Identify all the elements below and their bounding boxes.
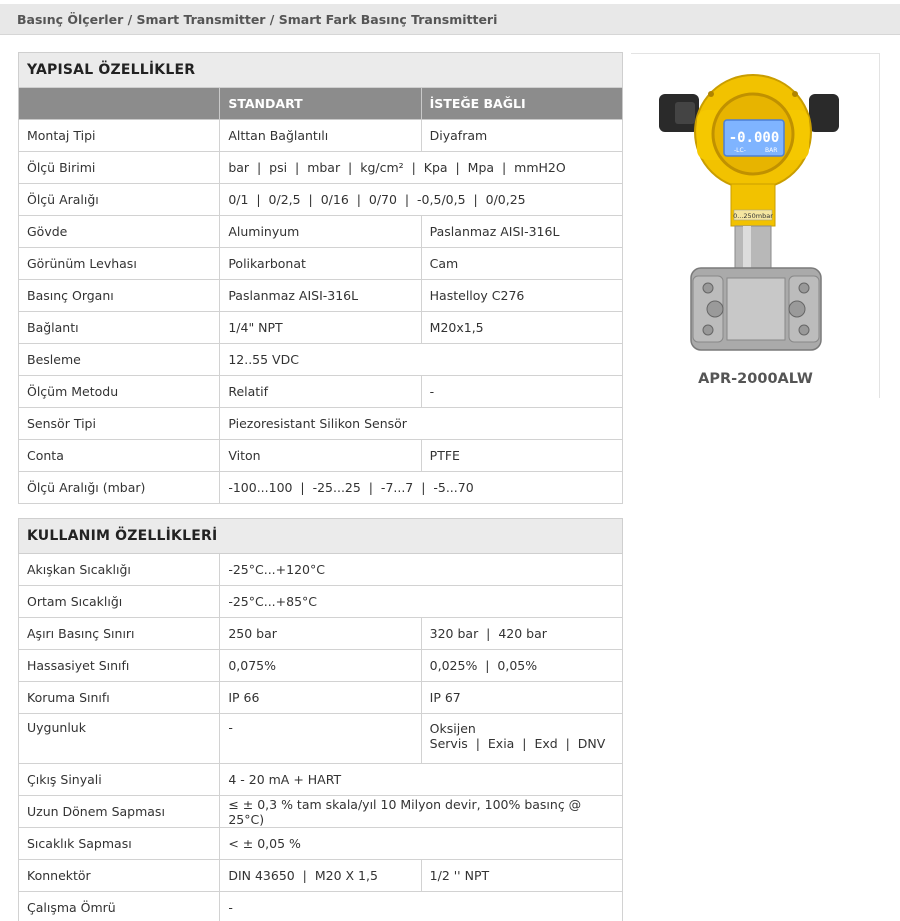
cable-gland-right (809, 94, 839, 132)
header-optional: İSTEĞE BAĞLI (421, 88, 622, 120)
standard-value: < ± 0,05 % (220, 828, 623, 860)
optional-value-line1: Oksijen (429, 721, 476, 736)
table-row (19, 216, 623, 248)
product-name: APR-2000ALW (698, 371, 813, 387)
standard-value: Relatif (220, 376, 421, 408)
standard-value: Alttan Bağlantılı (220, 120, 421, 152)
standard-value: ≤ ± 0,3 % tam skala/yıl 10 Milyon devir, 100% basınç @ 25°C) (220, 796, 623, 828)
standard-value: 0,075% (220, 650, 421, 682)
product-image-panel (631, 53, 880, 398)
usage-specs-title: KULLANIM ÖZELLİKLERİ (19, 519, 623, 554)
standard-value: -25°C...+85°C (220, 586, 623, 618)
standard-value: -25°C...+120°C (220, 554, 623, 586)
row-label: Ölçüm Metodu (19, 376, 220, 408)
display-unit: BAR (765, 147, 778, 154)
table-row (19, 472, 623, 504)
vent-valve-left (707, 301, 723, 317)
table-row (19, 586, 623, 618)
optional-value: 320 bar | 420 bar (421, 618, 622, 650)
table-row (19, 764, 623, 796)
optional-value: Hastelloy C276 (421, 280, 622, 312)
row-label: Bağlantı (19, 312, 220, 344)
table-row (19, 554, 623, 586)
bolt-icon (799, 325, 809, 335)
row-label: Çıkış Sinyali (19, 764, 220, 796)
standard-value: Piezoresistant Silikon Sensör (220, 408, 623, 440)
table-row (19, 714, 623, 764)
structural-specs-title: YAPISAL ÖZELLİKLER (19, 53, 623, 88)
optional-value: 0,025% | 0,05% (421, 650, 622, 682)
table-row (19, 796, 623, 828)
row-label: Koruma Sınıfı (19, 682, 220, 714)
optional-value: PTFE (421, 440, 622, 472)
optional-value: - (421, 376, 622, 408)
breadcrumb: Basınç Ölçerler / Smart Transmitter / Smart Fark Basınç Transmitteri (0, 4, 900, 35)
table-row (19, 892, 623, 921)
optional-value: Diyafram (421, 120, 622, 152)
row-label: Gövde (19, 216, 220, 248)
table-row (19, 344, 623, 376)
optional-value: Cam (421, 248, 622, 280)
optional-value: 1/2 '' NPT (421, 860, 622, 892)
usage-specs-table (18, 518, 623, 921)
stem (735, 226, 771, 270)
table-row (19, 152, 623, 184)
table-row (19, 618, 623, 650)
row-label: Akışkan Sıcaklığı (19, 554, 220, 586)
bolt-icon (799, 283, 809, 293)
standard-value: Aluminyum (220, 216, 421, 248)
manifold-center (727, 278, 785, 340)
standard-value: Polikarbonat (220, 248, 421, 280)
table-row (19, 280, 623, 312)
vent-valve-right (789, 301, 805, 317)
bolt-icon (703, 325, 713, 335)
optional-value: M20x1,5 (421, 312, 622, 344)
optional-value-line2: Servis | Exia | Exd | DNV (429, 736, 606, 751)
standard-value: 1/4" NPT (220, 312, 421, 344)
row-label: Montaj Tipi (19, 120, 220, 152)
row-label: Besleme (19, 344, 220, 376)
row-label: Conta (19, 440, 220, 472)
table-row (19, 440, 623, 472)
row-label: Uygunluk (19, 714, 220, 764)
bolt-icon (703, 283, 713, 293)
standard-value: -100...100 | -25...25 | -7...7 | -5...70 (220, 472, 623, 504)
optional-value (421, 714, 622, 764)
structural-specs-table (18, 52, 623, 504)
table-row (19, 120, 623, 152)
row-label: Sensör Tipi (19, 408, 220, 440)
row-label: Ölçü Birimi (19, 152, 220, 184)
transmitter-illustration (631, 72, 880, 372)
standard-value: 0/1 | 0/2,5 | 0/16 | 0/70 | -0,5/0,5 | 0/0,25 (220, 184, 623, 216)
row-label: Hassasiyet Sınıfı (19, 650, 220, 682)
row-label: Ortam Sıcaklığı (19, 586, 220, 618)
standard-value: 12..55 VDC (220, 344, 623, 376)
table-row (19, 860, 623, 892)
table-row (19, 682, 623, 714)
standard-value: DIN 43650 | M20 X 1,5 (220, 860, 421, 892)
row-label: Çalışma Ömrü (19, 892, 220, 921)
table-row (19, 312, 623, 344)
row-label: Sıcaklık Sapması (19, 828, 220, 860)
table-row (19, 650, 623, 682)
cable-gland-left-detail (675, 102, 695, 124)
row-label: Ölçü Aralığı (mbar) (19, 472, 220, 504)
row-label: Konnektör (19, 860, 220, 892)
range-plate-text: 0...250mbar (733, 212, 773, 220)
screw-icon (792, 91, 798, 97)
row-label: Ölçü Aralığı (19, 184, 220, 216)
standard-value: bar | psi | mbar | kg/cm² | Kpa | Mpa | mmH2O (220, 152, 623, 184)
table-row (19, 248, 623, 280)
optional-value: Paslanmaz AISI-316L (421, 216, 622, 248)
standard-value: - (220, 714, 421, 764)
header-standard: STANDART (220, 88, 421, 120)
table-row (19, 408, 623, 440)
standard-value: IP 66 (220, 682, 421, 714)
display-value: -0.000 (728, 130, 780, 146)
standard-value: 250 bar (220, 618, 421, 650)
row-label: Aşırı Basınç Sınırı (19, 618, 220, 650)
header-empty (19, 88, 220, 120)
standard-value: Paslanmaz AISI-316L (220, 280, 421, 312)
standard-value: - (220, 892, 623, 921)
display-small: -LC- (734, 147, 746, 154)
row-label: Basınç Organı (19, 280, 220, 312)
stem-highlight (743, 226, 751, 270)
standard-value: Viton (220, 440, 421, 472)
table-row (19, 376, 623, 408)
standard-value: 4 - 20 mA + HART (220, 764, 623, 796)
screw-icon (708, 91, 714, 97)
optional-value: IP 67 (421, 682, 622, 714)
table-row (19, 184, 623, 216)
row-label: Uzun Dönem Sapması (19, 796, 220, 828)
row-label: Görünüm Levhası (19, 248, 220, 280)
table-row (19, 828, 623, 860)
